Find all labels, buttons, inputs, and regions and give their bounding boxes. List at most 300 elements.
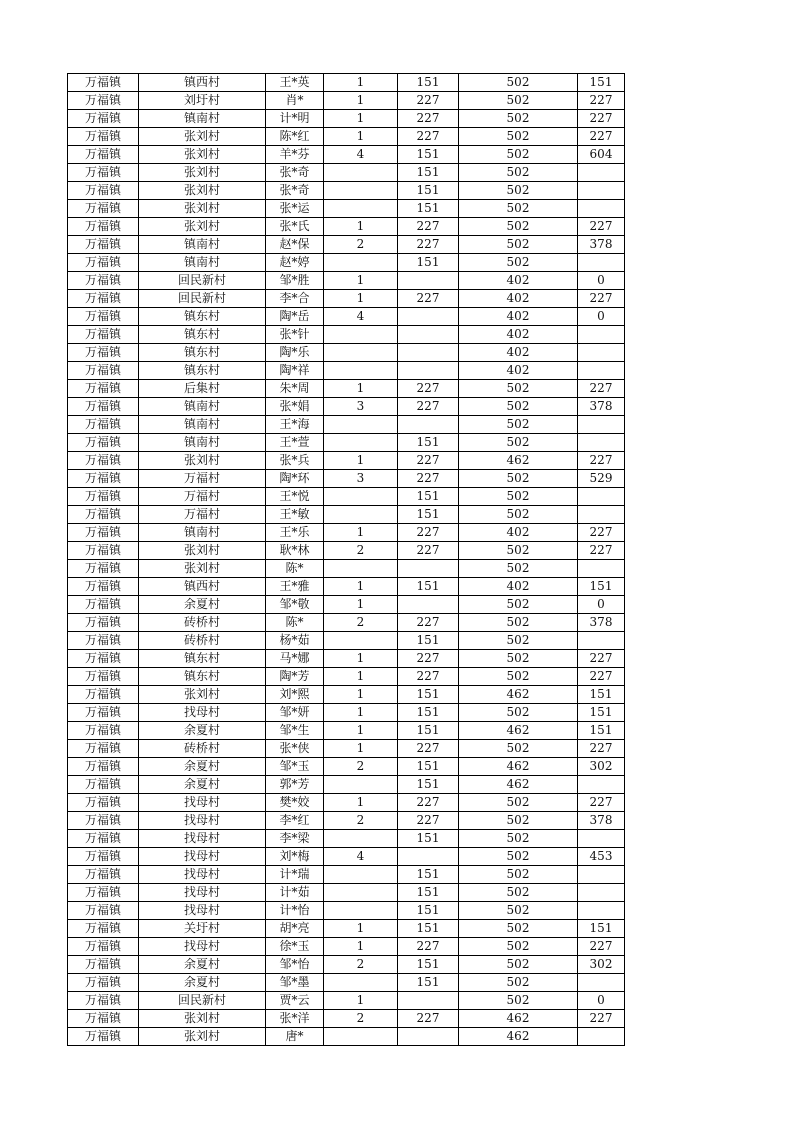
name-cell: 徐*玉 — [266, 938, 324, 956]
name-cell: 邹*生 — [266, 722, 324, 740]
name-cell: 李*红 — [266, 812, 324, 830]
table-row — [68, 92, 625, 110]
total-cell — [578, 974, 625, 992]
table-row — [68, 488, 625, 506]
amount-a-cell: 151 — [398, 758, 459, 776]
amount-a-cell — [398, 992, 459, 1010]
total-cell: 302 — [578, 956, 625, 974]
amount-b-cell: 502 — [459, 830, 578, 848]
amount-a-cell: 227 — [398, 128, 459, 146]
amount-a-cell: 227 — [398, 470, 459, 488]
town-cell: 万福镇 — [68, 380, 139, 398]
village-cell: 余夏村 — [139, 758, 266, 776]
village-cell: 找母村 — [139, 866, 266, 884]
amount-b-cell: 502 — [459, 614, 578, 632]
amount-a-cell: 227 — [398, 218, 459, 236]
village-cell: 镇南村 — [139, 110, 266, 128]
village-cell: 张刘村 — [139, 182, 266, 200]
name-cell: 王*乐 — [266, 524, 324, 542]
table-row — [68, 974, 625, 992]
count-cell — [324, 182, 398, 200]
town-cell: 万福镇 — [68, 902, 139, 920]
total-cell: 378 — [578, 812, 625, 830]
name-cell: 陶*乐 — [266, 344, 324, 362]
village-cell: 回民新村 — [139, 992, 266, 1010]
count-cell: 1 — [324, 992, 398, 1010]
village-cell: 找母村 — [139, 830, 266, 848]
name-cell: 陈* — [266, 560, 324, 578]
village-cell: 后集村 — [139, 380, 266, 398]
amount-b-cell: 502 — [459, 254, 578, 272]
total-cell: 529 — [578, 470, 625, 488]
total-cell — [578, 326, 625, 344]
count-cell: 2 — [324, 542, 398, 560]
table-row — [68, 794, 625, 812]
town-cell: 万福镇 — [68, 362, 139, 380]
name-cell: 计*明 — [266, 110, 324, 128]
count-cell: 1 — [324, 218, 398, 236]
name-cell: 陶*祥 — [266, 362, 324, 380]
name-cell: 朱*周 — [266, 380, 324, 398]
amount-b-cell: 502 — [459, 542, 578, 560]
village-cell: 张刘村 — [139, 218, 266, 236]
total-cell: 227 — [578, 524, 625, 542]
name-cell: 王*敏 — [266, 506, 324, 524]
total-cell — [578, 866, 625, 884]
total-cell: 151 — [578, 686, 625, 704]
town-cell: 万福镇 — [68, 794, 139, 812]
town-cell: 万福镇 — [68, 704, 139, 722]
name-cell: 樊*姣 — [266, 794, 324, 812]
name-cell: 王*悦 — [266, 488, 324, 506]
town-cell: 万福镇 — [68, 632, 139, 650]
amount-b-cell: 462 — [459, 758, 578, 776]
table-row — [68, 290, 625, 308]
table-row — [68, 416, 625, 434]
town-cell: 万福镇 — [68, 1028, 139, 1046]
count-cell — [324, 1028, 398, 1046]
town-cell: 万福镇 — [68, 1010, 139, 1028]
village-cell: 镇东村 — [139, 344, 266, 362]
amount-a-cell: 151 — [398, 254, 459, 272]
count-cell: 1 — [324, 686, 398, 704]
village-cell: 砖桥村 — [139, 740, 266, 758]
town-cell: 万福镇 — [68, 686, 139, 704]
village-cell: 镇南村 — [139, 236, 266, 254]
amount-a-cell: 227 — [398, 452, 459, 470]
count-cell: 4 — [324, 146, 398, 164]
town-cell: 万福镇 — [68, 722, 139, 740]
amount-a-cell: 151 — [398, 200, 459, 218]
town-cell: 万福镇 — [68, 218, 139, 236]
amount-b-cell: 502 — [459, 92, 578, 110]
count-cell: 1 — [324, 578, 398, 596]
town-cell: 万福镇 — [68, 524, 139, 542]
village-cell: 张刘村 — [139, 164, 266, 182]
total-cell: 0 — [578, 992, 625, 1010]
name-cell: 陶*环 — [266, 470, 324, 488]
name-cell: 王*雅 — [266, 578, 324, 596]
count-cell — [324, 974, 398, 992]
amount-a-cell — [398, 362, 459, 380]
name-cell: 赵*婷 — [266, 254, 324, 272]
amount-b-cell: 462 — [459, 1010, 578, 1028]
village-cell: 万福村 — [139, 506, 266, 524]
amount-a-cell: 151 — [398, 578, 459, 596]
town-cell: 万福镇 — [68, 470, 139, 488]
town-cell: 万福镇 — [68, 452, 139, 470]
amount-a-cell — [398, 272, 459, 290]
amount-a-cell: 151 — [398, 632, 459, 650]
village-cell: 找母村 — [139, 704, 266, 722]
total-cell: 378 — [578, 398, 625, 416]
amount-a-cell: 151 — [398, 488, 459, 506]
total-cell — [578, 416, 625, 434]
town-cell: 万福镇 — [68, 182, 139, 200]
amount-b-cell: 462 — [459, 776, 578, 794]
name-cell: 陈*红 — [266, 128, 324, 146]
amount-b-cell: 462 — [459, 686, 578, 704]
table-row — [68, 938, 625, 956]
amount-a-cell: 227 — [398, 290, 459, 308]
total-cell: 227 — [578, 938, 625, 956]
amount-b-cell: 502 — [459, 398, 578, 416]
table-row — [68, 650, 625, 668]
town-cell: 万福镇 — [68, 128, 139, 146]
town-cell: 万福镇 — [68, 884, 139, 902]
count-cell: 1 — [324, 722, 398, 740]
total-cell — [578, 902, 625, 920]
total-cell — [578, 1028, 625, 1046]
count-cell — [324, 488, 398, 506]
amount-b-cell: 502 — [459, 866, 578, 884]
table-row — [68, 722, 625, 740]
table-row — [68, 596, 625, 614]
village-cell: 张刘村 — [139, 146, 266, 164]
amount-b-cell: 402 — [459, 326, 578, 344]
town-cell: 万福镇 — [68, 542, 139, 560]
amount-b-cell: 502 — [459, 956, 578, 974]
count-cell: 2 — [324, 1010, 398, 1028]
amount-b-cell: 502 — [459, 632, 578, 650]
town-cell: 万福镇 — [68, 920, 139, 938]
count-cell — [324, 866, 398, 884]
name-cell: 唐* — [266, 1028, 324, 1046]
name-cell: 张*氏 — [266, 218, 324, 236]
village-cell: 张刘村 — [139, 452, 266, 470]
amount-b-cell: 502 — [459, 416, 578, 434]
count-cell — [324, 416, 398, 434]
count-cell — [324, 200, 398, 218]
table-row — [68, 200, 625, 218]
village-cell: 张刘村 — [139, 200, 266, 218]
total-cell: 0 — [578, 272, 625, 290]
total-cell — [578, 560, 625, 578]
town-cell: 万福镇 — [68, 326, 139, 344]
town-cell: 万福镇 — [68, 596, 139, 614]
town-cell: 万福镇 — [68, 578, 139, 596]
amount-b-cell: 502 — [459, 488, 578, 506]
total-cell: 227 — [578, 290, 625, 308]
village-cell: 余夏村 — [139, 722, 266, 740]
total-cell: 0 — [578, 308, 625, 326]
name-cell: 陶*芳 — [266, 668, 324, 686]
amount-b-cell: 402 — [459, 290, 578, 308]
total-cell: 227 — [578, 1010, 625, 1028]
amount-a-cell — [398, 1028, 459, 1046]
table-row — [68, 380, 625, 398]
village-cell: 关圩村 — [139, 920, 266, 938]
table-row — [68, 542, 625, 560]
table-row — [68, 920, 625, 938]
table-row — [68, 830, 625, 848]
village-cell: 张刘村 — [139, 542, 266, 560]
amount-b-cell: 502 — [459, 434, 578, 452]
table-row — [68, 146, 625, 164]
amount-a-cell — [398, 596, 459, 614]
town-cell: 万福镇 — [68, 110, 139, 128]
amount-b-cell: 502 — [459, 938, 578, 956]
amount-b-cell: 502 — [459, 110, 578, 128]
amount-a-cell: 227 — [398, 938, 459, 956]
amount-b-cell: 502 — [459, 704, 578, 722]
name-cell: 邹*怡 — [266, 956, 324, 974]
amount-b-cell: 402 — [459, 578, 578, 596]
village-cell: 刘圩村 — [139, 92, 266, 110]
name-cell: 赵*保 — [266, 236, 324, 254]
village-cell: 找母村 — [139, 794, 266, 812]
town-cell: 万福镇 — [68, 740, 139, 758]
name-cell: 李*合 — [266, 290, 324, 308]
amount-b-cell: 502 — [459, 146, 578, 164]
amount-b-cell: 502 — [459, 560, 578, 578]
village-cell: 回民新村 — [139, 290, 266, 308]
total-cell: 227 — [578, 794, 625, 812]
amount-a-cell: 151 — [398, 920, 459, 938]
total-cell — [578, 164, 625, 182]
total-cell — [578, 200, 625, 218]
amount-a-cell: 151 — [398, 884, 459, 902]
total-cell — [578, 434, 625, 452]
amount-b-cell: 402 — [459, 308, 578, 326]
name-cell: 刘*熙 — [266, 686, 324, 704]
table-row — [68, 218, 625, 236]
amount-a-cell: 227 — [398, 542, 459, 560]
amount-b-cell: 462 — [459, 1028, 578, 1046]
count-cell: 1 — [324, 74, 398, 92]
name-cell: 邹*玉 — [266, 758, 324, 776]
name-cell: 胡*亮 — [266, 920, 324, 938]
total-cell — [578, 830, 625, 848]
town-cell: 万福镇 — [68, 758, 139, 776]
table-row — [68, 326, 625, 344]
town-cell: 万福镇 — [68, 614, 139, 632]
village-cell: 找母村 — [139, 848, 266, 866]
name-cell: 王*英 — [266, 74, 324, 92]
name-cell: 王*海 — [266, 416, 324, 434]
name-cell: 耿*林 — [266, 542, 324, 560]
town-cell: 万福镇 — [68, 254, 139, 272]
name-cell: 张*运 — [266, 200, 324, 218]
amount-a-cell: 227 — [398, 524, 459, 542]
amount-a-cell: 151 — [398, 164, 459, 182]
village-cell: 镇东村 — [139, 326, 266, 344]
name-cell: 陶*岳 — [266, 308, 324, 326]
total-cell: 378 — [578, 236, 625, 254]
count-cell — [324, 254, 398, 272]
table-row — [68, 236, 625, 254]
amount-b-cell: 502 — [459, 650, 578, 668]
town-cell: 万福镇 — [68, 956, 139, 974]
village-cell: 镇西村 — [139, 74, 266, 92]
table-body — [68, 74, 625, 1046]
count-cell — [324, 344, 398, 362]
total-cell — [578, 344, 625, 362]
count-cell — [324, 164, 398, 182]
total-cell — [578, 776, 625, 794]
village-cell: 镇西村 — [139, 578, 266, 596]
name-cell: 计*怡 — [266, 902, 324, 920]
total-cell — [578, 362, 625, 380]
count-cell — [324, 884, 398, 902]
total-cell — [578, 632, 625, 650]
table-row — [68, 956, 625, 974]
village-cell: 找母村 — [139, 902, 266, 920]
table-row — [68, 110, 625, 128]
town-cell: 万福镇 — [68, 776, 139, 794]
total-cell: 151 — [578, 74, 625, 92]
table-row — [68, 884, 625, 902]
table-row — [68, 758, 625, 776]
table-row — [68, 992, 625, 1010]
amount-a-cell: 227 — [398, 380, 459, 398]
town-cell: 万福镇 — [68, 398, 139, 416]
amount-b-cell: 502 — [459, 200, 578, 218]
amount-a-cell: 151 — [398, 686, 459, 704]
total-cell: 302 — [578, 758, 625, 776]
village-cell: 万福村 — [139, 470, 266, 488]
count-cell: 2 — [324, 236, 398, 254]
count-cell: 1 — [324, 938, 398, 956]
count-cell: 1 — [324, 380, 398, 398]
village-cell: 找母村 — [139, 938, 266, 956]
name-cell: 张*兵 — [266, 452, 324, 470]
name-cell: 李*梁 — [266, 830, 324, 848]
village-cell: 张刘村 — [139, 560, 266, 578]
table-row — [68, 776, 625, 794]
amount-b-cell: 502 — [459, 380, 578, 398]
amount-b-cell: 462 — [459, 722, 578, 740]
name-cell: 王*萱 — [266, 434, 324, 452]
amount-a-cell: 151 — [398, 902, 459, 920]
town-cell: 万福镇 — [68, 866, 139, 884]
count-cell: 4 — [324, 848, 398, 866]
count-cell: 2 — [324, 758, 398, 776]
amount-b-cell: 502 — [459, 812, 578, 830]
count-cell: 2 — [324, 956, 398, 974]
town-cell: 万福镇 — [68, 74, 139, 92]
total-cell: 227 — [578, 128, 625, 146]
name-cell: 邹*妍 — [266, 704, 324, 722]
table-row — [68, 452, 625, 470]
amount-a-cell — [398, 308, 459, 326]
village-cell: 镇东村 — [139, 650, 266, 668]
amount-a-cell: 227 — [398, 668, 459, 686]
name-cell: 陈* — [266, 614, 324, 632]
total-cell — [578, 182, 625, 200]
count-cell: 1 — [324, 596, 398, 614]
village-cell: 镇东村 — [139, 308, 266, 326]
village-cell: 余夏村 — [139, 974, 266, 992]
table-row — [68, 848, 625, 866]
amount-b-cell: 502 — [459, 668, 578, 686]
count-cell: 2 — [324, 812, 398, 830]
name-cell: 张*奇 — [266, 164, 324, 182]
name-cell: 羊*芬 — [266, 146, 324, 164]
amount-b-cell: 502 — [459, 794, 578, 812]
table-row — [68, 272, 625, 290]
table-row — [68, 866, 625, 884]
count-cell: 1 — [324, 128, 398, 146]
name-cell: 贾*云 — [266, 992, 324, 1010]
table-row — [68, 740, 625, 758]
amount-b-cell: 502 — [459, 182, 578, 200]
total-cell: 151 — [578, 722, 625, 740]
total-cell: 227 — [578, 380, 625, 398]
amount-a-cell: 227 — [398, 812, 459, 830]
table-row — [68, 1028, 625, 1046]
name-cell: 张*侠 — [266, 740, 324, 758]
village-cell: 砖桥村 — [139, 632, 266, 650]
town-cell: 万福镇 — [68, 848, 139, 866]
table-row — [68, 1010, 625, 1028]
town-cell: 万福镇 — [68, 830, 139, 848]
table-row — [68, 308, 625, 326]
amount-a-cell — [398, 416, 459, 434]
count-cell — [324, 326, 398, 344]
name-cell: 张*针 — [266, 326, 324, 344]
total-cell: 604 — [578, 146, 625, 164]
village-cell: 张刘村 — [139, 1010, 266, 1028]
total-cell: 151 — [578, 578, 625, 596]
count-cell: 1 — [324, 668, 398, 686]
amount-b-cell: 502 — [459, 74, 578, 92]
amount-a-cell: 151 — [398, 722, 459, 740]
amount-b-cell: 402 — [459, 272, 578, 290]
table-row — [68, 128, 625, 146]
amount-a-cell: 227 — [398, 614, 459, 632]
town-cell: 万福镇 — [68, 92, 139, 110]
amount-a-cell: 151 — [398, 956, 459, 974]
name-cell: 马*娜 — [266, 650, 324, 668]
table-row — [68, 470, 625, 488]
count-cell: 1 — [324, 794, 398, 812]
town-cell: 万福镇 — [68, 668, 139, 686]
name-cell: 肖* — [266, 92, 324, 110]
count-cell — [324, 776, 398, 794]
amount-b-cell: 502 — [459, 848, 578, 866]
table-row — [68, 164, 625, 182]
total-cell: 0 — [578, 596, 625, 614]
table-row — [68, 614, 625, 632]
table-row — [68, 578, 625, 596]
amount-a-cell: 227 — [398, 794, 459, 812]
amount-a-cell: 151 — [398, 704, 459, 722]
village-cell: 镇南村 — [139, 254, 266, 272]
total-cell — [578, 254, 625, 272]
amount-a-cell: 151 — [398, 434, 459, 452]
amount-b-cell: 402 — [459, 344, 578, 362]
